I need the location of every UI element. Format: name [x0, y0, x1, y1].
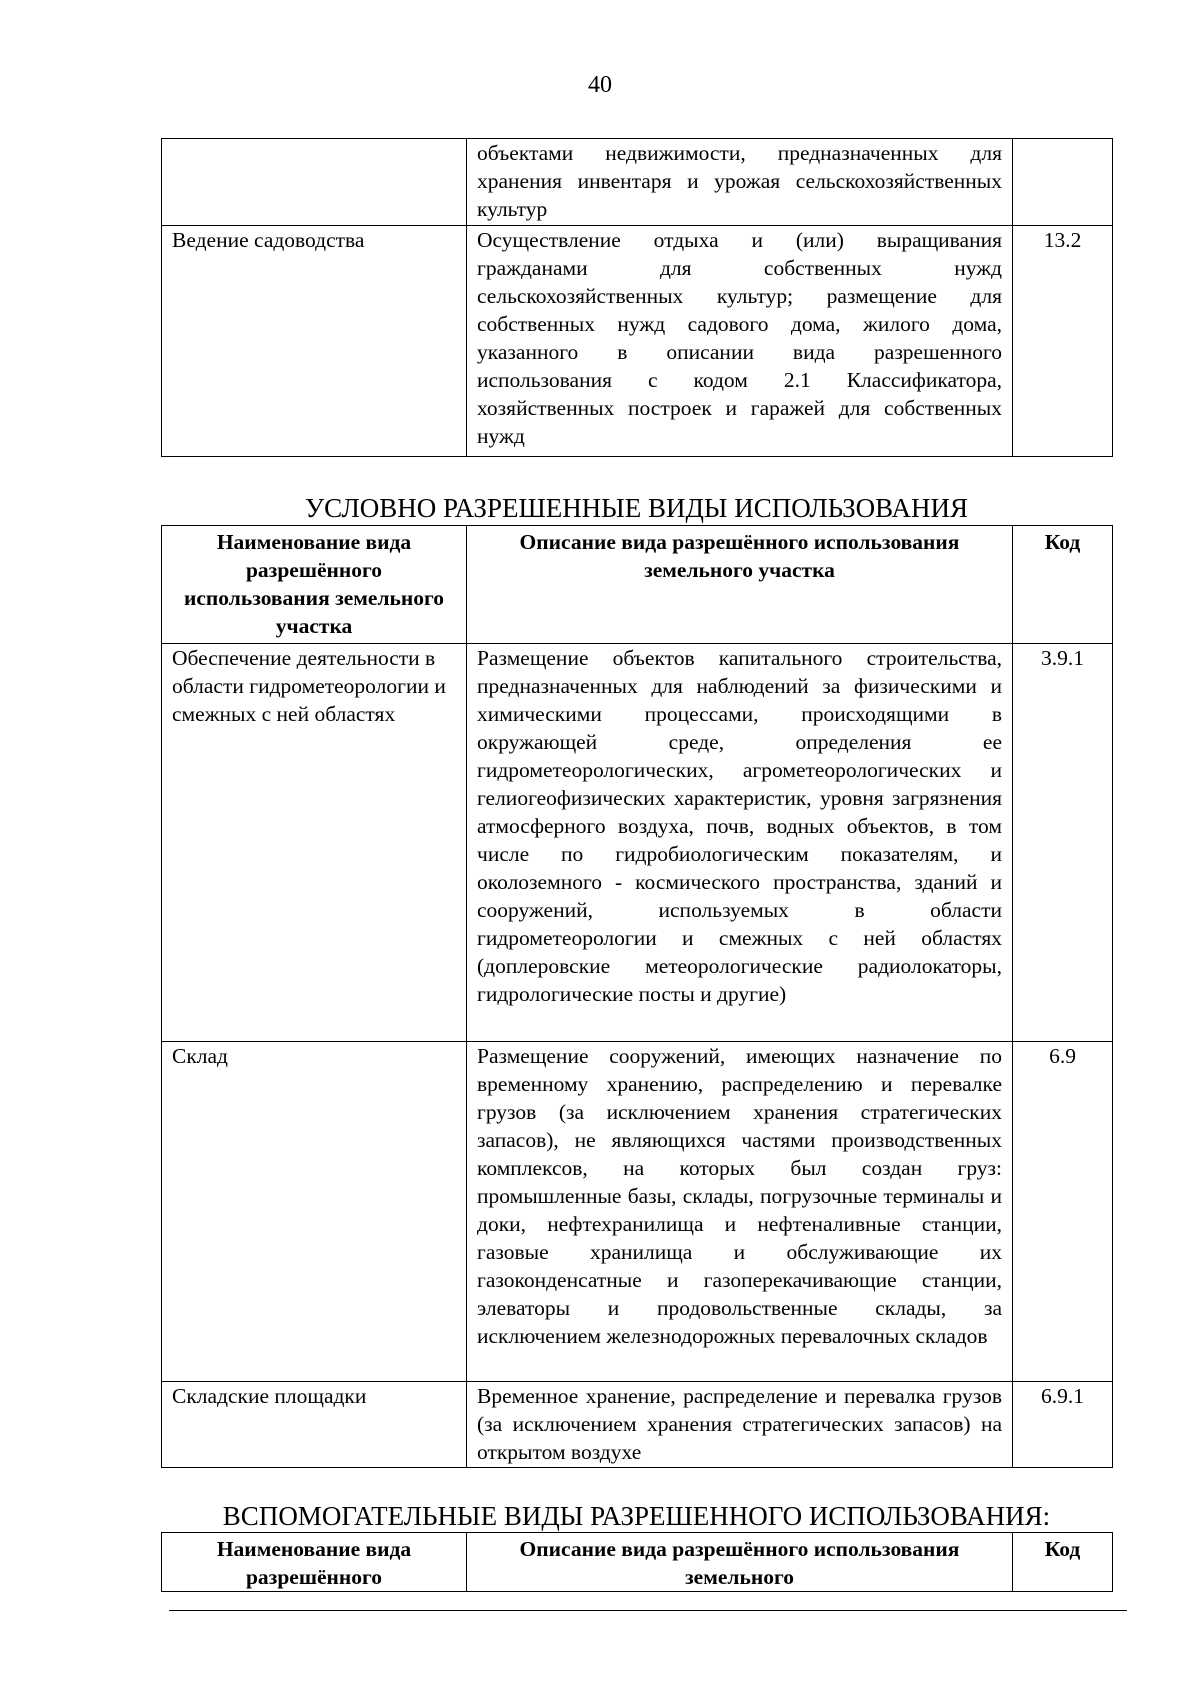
code-cell: 3.9.1 — [1013, 644, 1113, 1042]
continued-table — [161, 138, 1113, 457]
description-cell: Временное хранение, распределение и перевалка грузов (за исключением хранения стратегических запасов) на открытом воздухе — [467, 1382, 1013, 1468]
code-cell: 13.2 — [1013, 226, 1113, 457]
auxiliary-uses-table — [161, 1532, 1113, 1592]
header-name: Наименование вида разрешённого — [162, 1533, 467, 1592]
use-name-cell: Складские площадки — [162, 1382, 467, 1468]
table-header-row — [162, 1533, 1113, 1592]
header-name: Наименование вида разрешённого использования земельного участка — [162, 526, 467, 644]
description-cell: Размещение сооружений, имеющих назначение по временному хранению, распределению и перевалке грузов (за исключением хранения стратегических запасов), не являющихся частями производственных комплексов, на которых был создан груз: промышленные базы, склады, погрузочные терминалы и доки, нефтехранилища и нефтеналивные станции, газовые хранилища и обслуживающие их газоконденсатные и газоперекачивающие станции, элеваторы и продовольственные склады, за исключением железнодорожных перевалочных складов — [467, 1042, 1013, 1382]
header-code: Код — [1013, 526, 1113, 644]
description-cell: объектами недвижимости, предназначенных для хранения инвентаря и урожая сельскохозяйственных культур — [467, 139, 1013, 226]
table-header-row — [162, 526, 1113, 644]
section-title-auxiliary: ВСПОМОГАТЕЛЬНЫЕ ВИДЫ РАЗРЕШЕННОГО ИСПОЛЬЗОВАНИЯ: — [222, 1501, 1051, 1531]
table-row — [162, 226, 1113, 457]
table-row — [162, 1042, 1113, 1382]
code-cell: 6.9.1 — [1013, 1382, 1113, 1468]
header-code: Код — [1013, 1533, 1113, 1592]
use-name-cell: Ведение садоводства — [162, 226, 467, 457]
code-cell: 6.9 — [1013, 1042, 1113, 1382]
conditional-uses-table — [161, 525, 1113, 1468]
header-description: Описание вида разрешённого использования земельного — [467, 1533, 1013, 1592]
section-title-conditional: УСЛОВНО РАЗРЕШЕННЫЕ ВИДЫ ИСПОЛЬЗОВАНИЯ — [305, 493, 968, 523]
code-cell — [1013, 139, 1113, 226]
table-row — [162, 1382, 1113, 1468]
page-number: 40 — [588, 72, 612, 98]
header-description: Описание вида разрешённого использования земельного участка — [467, 526, 1013, 644]
use-name-cell: Склад — [162, 1042, 467, 1382]
table-row — [162, 139, 1113, 226]
description-cell: Размещение объектов капитального строительства, предназначенных для наблюдений за физическими и химическими процессами, происходящими в окружающей среде, определения ее гидрометеорологических, агрометеорологических и гелиогеофизических характеристик, уровня загрязнения атмосферного воздуха, почв, водных объектов, в том числе по гидробиологическим показателям, и околоземного - космического пространства, зданий и сооружений, используемых в области гидрометеорологии и смежных с ней областях (доплеровские метеорологические радиолокаторы, гидрологические посты и другие) — [467, 644, 1013, 1042]
use-name-cell — [162, 139, 467, 226]
footer-divider — [169, 1610, 1127, 1611]
description-cell: Осуществление отдыха и (или) выращивания гражданами для собственных нужд сельскохозяйственных культур; размещение для собственных нужд садового дома, жилого дома, указанного в описании вида разрешенного использования с кодом 2.1 Классификатора, хозяйственных построек и гаражей для собственных нужд — [467, 226, 1013, 457]
table-row — [162, 644, 1113, 1042]
use-name-cell: Обеспечение деятельности в области гидрометеорологии и смежных с ней областях — [162, 644, 467, 1042]
